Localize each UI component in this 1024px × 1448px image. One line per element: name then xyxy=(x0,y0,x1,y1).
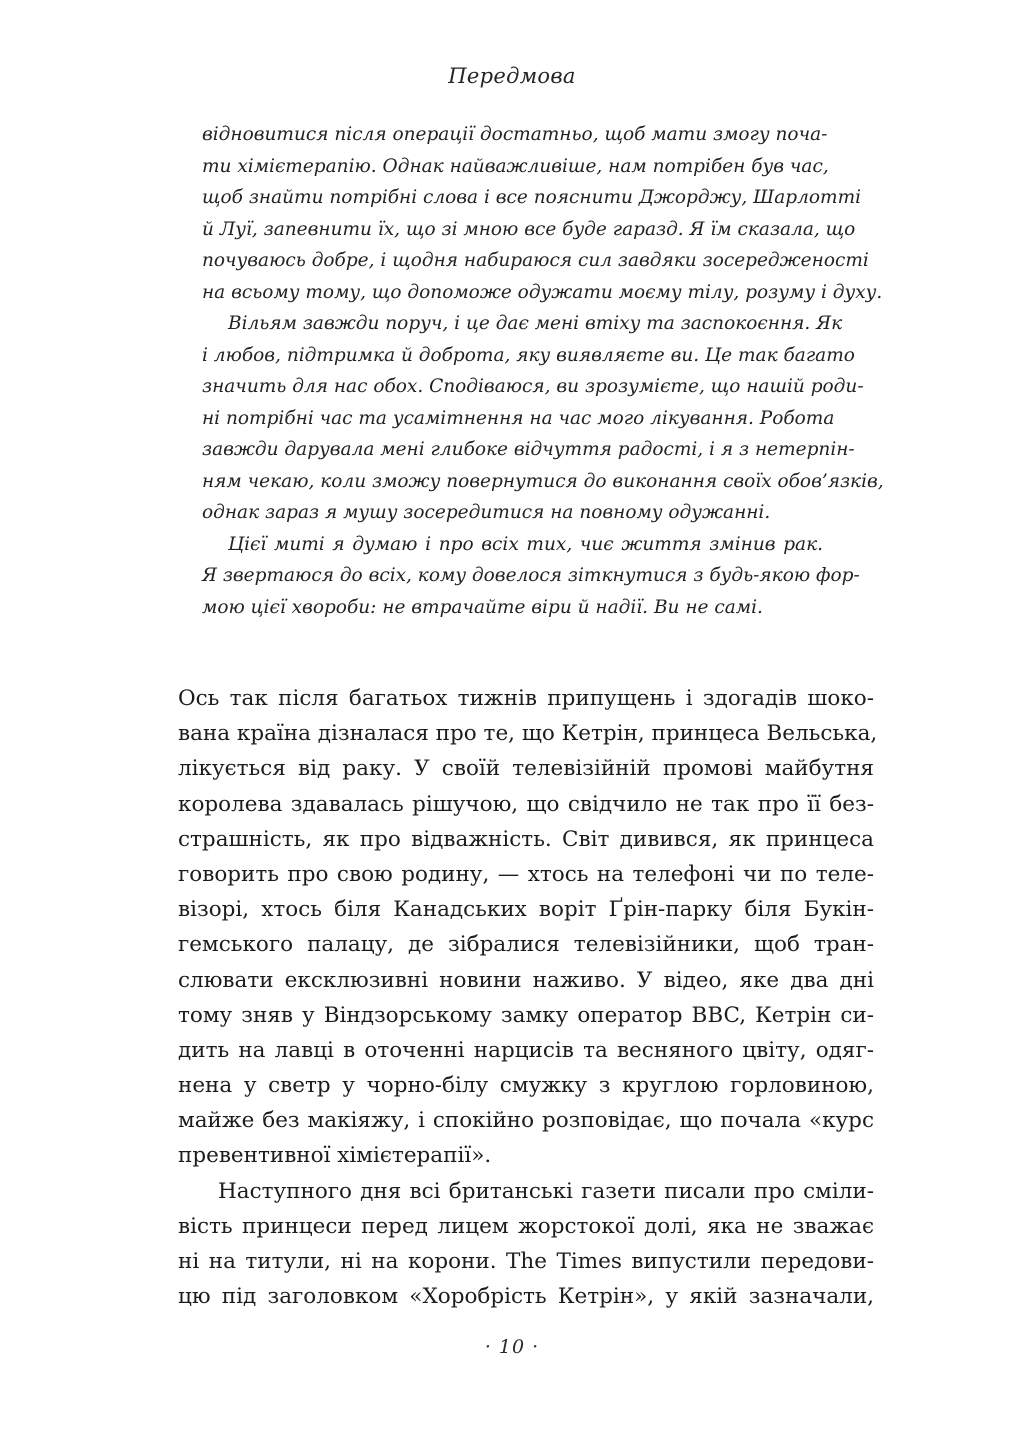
text-line: лікується від раку. У своїй телевізійній промові майбутня xyxy=(178,756,874,782)
text-line: Я звертаюся до всіх, кому довелося зіткнутися з будь-якою фор- xyxy=(202,565,860,586)
text-line: значить для нас обох. Сподіваюся, ви зрозумієте, що нашій роди- xyxy=(202,376,864,397)
text-line: цю під заголовком «Хоробрість Кетрін», у якій зазначали, xyxy=(178,1284,874,1310)
text-line: королева здавалась рішучою, що свідчило не так про її без- xyxy=(178,791,874,817)
text-line: нена у светр у чорно-білу смужку з круглою горловиною, xyxy=(178,1073,874,1099)
text-line: слювати ексклюзивні новини наживо. У відео, яке два дні xyxy=(178,967,874,993)
text-line: Вільям завжди поруч, і це дає мені втіху та заспокоєння. Як xyxy=(228,313,843,334)
text-line: вість принцеси перед лицем жорстокої долі, яка не зважає xyxy=(178,1213,874,1239)
text-line: Наступного дня всі британські газети писали про сміли- xyxy=(218,1178,874,1204)
text-line: ні на титули, ні на корони. The Times випустили передови- xyxy=(178,1249,874,1274)
text-line: і любов, підтримка й доброта, яку виявляєте ви. Це так багато xyxy=(202,344,855,366)
text-line: мою цієї хвороби: не втрачайте віри й надії. Ви не самі. xyxy=(202,596,763,618)
text-line: гемського палацу, де зібралися телевізійники, щоб тран- xyxy=(178,932,874,958)
text-line: Ось так після багатьох тижнів припущень і здогадів шоко- xyxy=(178,686,874,711)
text-line: говорить про свою родину, — хтось на телефоні чи по теле- xyxy=(178,861,874,887)
text-line: завжди дарувала мені глибоке відчуття радості, і я з нетерпін- xyxy=(202,439,855,460)
text-line: вана країна дізналася про те, що Кетрін, принцеса Вельська, xyxy=(178,721,878,747)
text-line: щоб знайти потрібні слова і все пояснити Джорджу, Шарлотті xyxy=(202,187,862,208)
body-text-block xyxy=(178,681,878,1314)
text-line: ні потрібні час та усамітнення на час мого лікування. Робота xyxy=(202,407,835,429)
text-line: однак зараз я мушу зосередитися на повному одужанні. xyxy=(202,502,771,523)
text-line: дить на лавці в оточенні нарцисів та весняного цвіту, одяг- xyxy=(178,1037,874,1063)
text-line: на всьому тому, що допоможе одужати моєму тілу, розуму і духу. xyxy=(202,281,883,303)
text-line: майже без макіяжу, і спокійно розповідає, що почала «курс xyxy=(178,1108,874,1134)
text-line: тому зняв у Віндзорському замку оператор BBC, Кетрін си- xyxy=(178,1002,874,1028)
text-line: страшність, як про відважність. Світ дивився, як принцеса xyxy=(178,826,874,852)
page-number: · 10 · xyxy=(484,1336,540,1358)
text-line: ти хімієтерапію. Однак найважливіше, нам потрібен був час, xyxy=(202,155,829,177)
text-line: превентивної хімієтерапії». xyxy=(178,1143,492,1169)
text-line: візорі, хтось біля Канадських воріт Ґрін-парку біля Букін- xyxy=(178,897,874,923)
text-line: ням чекаю, коли зможу повернутися до виконання своїх обов’язків, xyxy=(202,470,884,492)
text-line: почуваюсь добре, і щодня набираюся сил завдяки зосередженості xyxy=(202,250,869,271)
text-line: Цієї миті я думаю і про всіх тих, чиє життя змінив рак. xyxy=(228,533,823,555)
text-line: відновитися після операції достатньо, щоб мати змогу поча- xyxy=(202,124,828,145)
chapter-running-head: Передмова xyxy=(448,64,576,88)
epigraph-quote-block xyxy=(202,119,884,623)
text-line: й Луї, запевнити їх, що зі мною все буде гаразд. Я їм сказала, що xyxy=(202,218,856,240)
